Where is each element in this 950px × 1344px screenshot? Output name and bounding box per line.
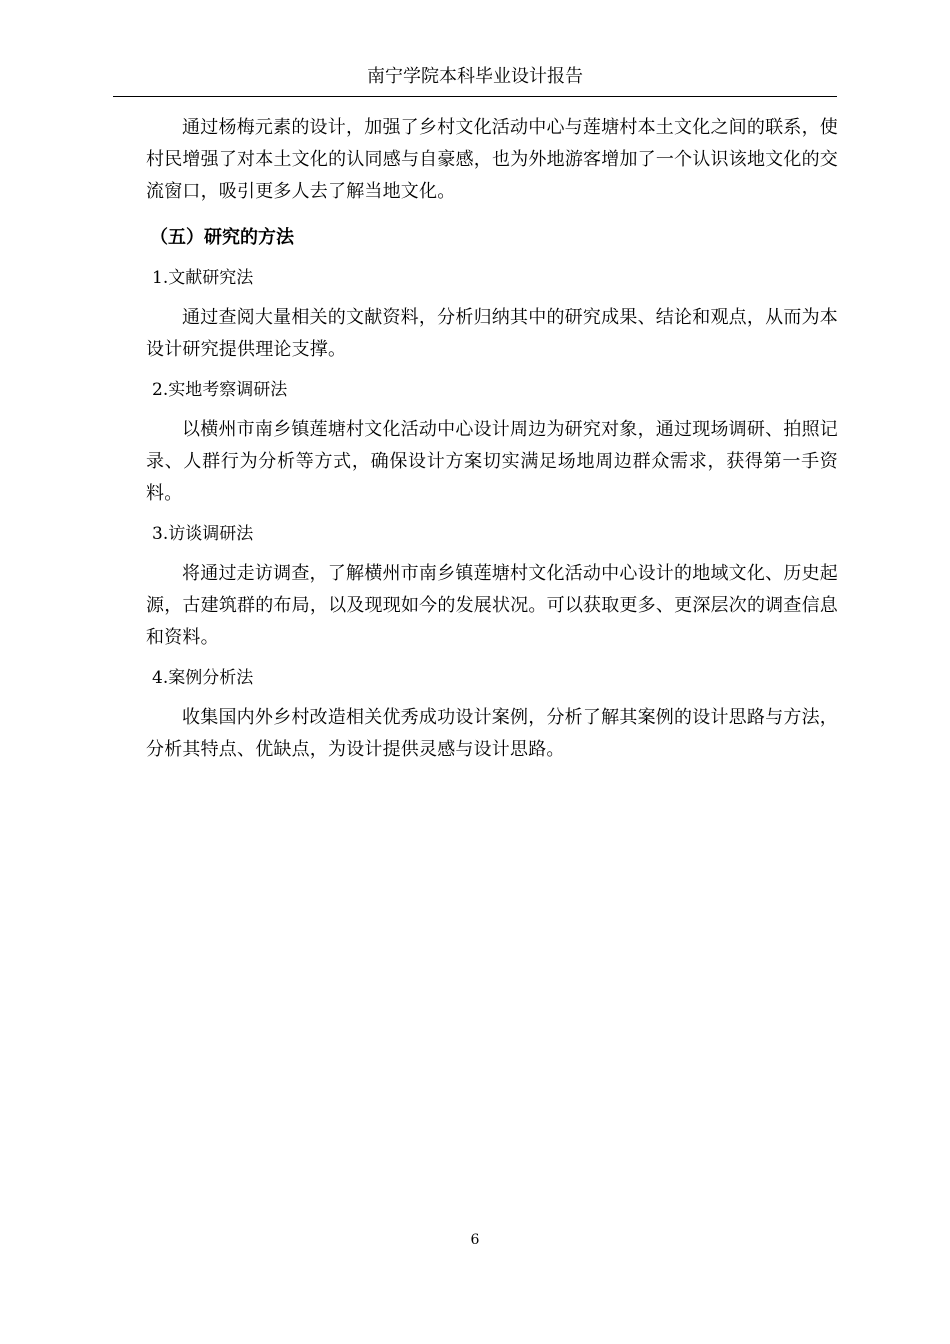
method-paragraph: 将通过走访调查，了解横州市南乡镇莲塘村文化活动中心设计的地域文化、历史起源，古建筑群的布局，以及现现如今的发展状况。可以获取更多、更深层次的调查信息和资料。 — [146, 563, 838, 648]
page-header — [113, 62, 837, 97]
method-heading: 2.实地考察调研法 — [152, 380, 288, 400]
method-paragraph: 以横州市南乡镇莲塘村文化活动中心设计周边为研究对象，通过现场调研、拍照记录、人群行为分析等方式，确保设计方案切实满足场地周边群众需求，获得第一手资料。 — [146, 419, 838, 504]
method-block — [146, 518, 838, 654]
header-title: 南宁学院本科毕业设计报告 — [367, 66, 583, 87]
method-heading: 1.文献研究法 — [152, 268, 254, 288]
page-number: 6 — [470, 1232, 480, 1248]
method-block — [146, 662, 838, 766]
document-body — [146, 112, 838, 766]
method-block — [146, 374, 838, 510]
method-heading: 4.案例分析法 — [152, 668, 254, 688]
method-heading: 3.访谈调研法 — [152, 524, 254, 544]
method-block — [146, 262, 838, 366]
method-paragraph: 收集国内外乡村改造相关优秀成功设计案例，分析了解其案例的设计思路与方法，分析其特点、优缺点，为设计提供灵感与设计思路。 — [146, 707, 838, 760]
section-heading: （五）研究的方法 — [150, 227, 294, 248]
method-paragraph: 通过查阅大量相关的文献资料，分析归纳其中的研究成果、结论和观点，从而为本设计研究提供理论支撑。 — [146, 307, 838, 360]
intro-paragraph: 通过杨梅元素的设计，加强了乡村文化活动中心与莲塘村本土文化之间的联系，使村民增强了对本土文化的认同感与自豪感，也为外地游客增加了一个认识该地文化的交流窗口，吸引更多人去了解当地文化。 — [146, 117, 838, 202]
